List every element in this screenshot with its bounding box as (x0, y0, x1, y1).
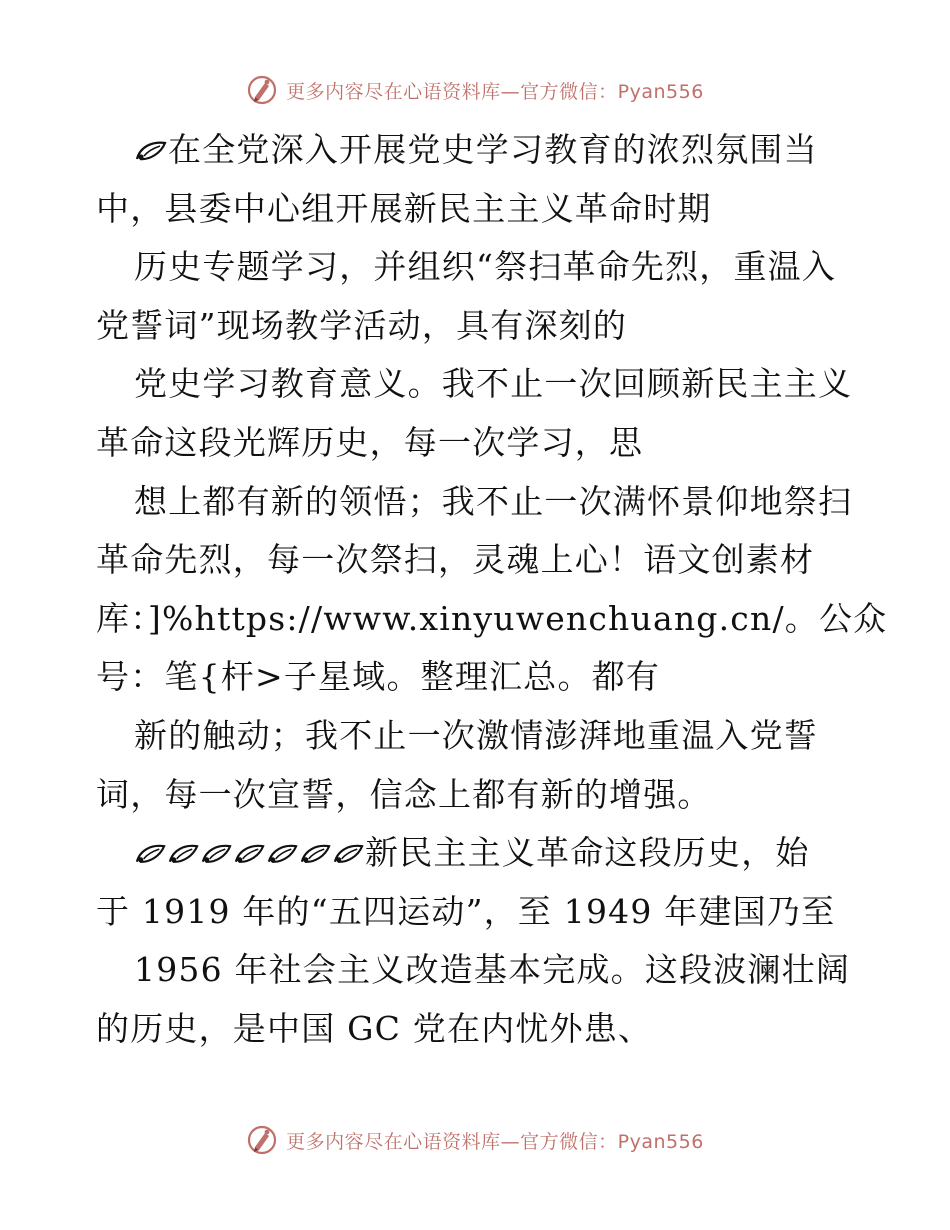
text-line (96, 121, 866, 180)
text-line: 新的触动；我不止一次激情澎湃地重温入党誓 (134, 715, 818, 755)
leaf-bullet-icon (299, 842, 332, 866)
text-line: 1956 年社会主义改造基本完成。这段波澜壮阔 (134, 950, 851, 990)
text-line: 革命这段光辉历史，每一次学习，思 (96, 422, 644, 462)
text-line: 于 1919 年的“五四运动”，至 1949 年建国乃至 (96, 891, 836, 931)
text-line: 党誓词”现场教学活动，具有深刻的 (96, 305, 628, 345)
text-line: 的历史，是中国 GC 党在内忧外患、 (96, 1008, 653, 1048)
text-line: 历史专题学习，并组织“祭扫革命先烈，重温入 (134, 247, 837, 287)
leaf-bullet-icon (134, 139, 168, 163)
leaf-bullet-icon (266, 842, 299, 866)
leaf-bullet-icon (332, 842, 365, 866)
text-line: 号：笔{杆>子星域。整理汇总。都有 (96, 657, 661, 697)
text-line: 想上都有新的领悟；我不止一次满怀景仰地祭扫 (134, 481, 853, 521)
text-line (96, 824, 866, 883)
text-line: 库：]%https://www.xinyuwenchuang.cn/。公众 (96, 598, 888, 638)
text-line-content: 新民主主义革命这段历史，始 (365, 833, 810, 873)
header-watermark (0, 70, 950, 110)
text-line: 党史学习教育意义。我不止一次回顾新民主主义 (134, 364, 853, 404)
pen-logo-icon (246, 1124, 278, 1156)
leaf-bullet-icon (134, 842, 167, 866)
document-body (96, 121, 888, 1059)
leaf-bullet-icon (167, 842, 200, 866)
watermark-text: 更多内容尽在心语资料库—官方微信：Pyan556 (286, 80, 704, 103)
footer-watermark (0, 1120, 950, 1160)
text-line-content: 在全党深入开展党史学习教育的浓烈氛围当 (168, 130, 818, 169)
text-line: 革命先烈，每一次祭扫，灵魂上心！语文创素材 (96, 540, 815, 580)
watermark-text: 更多内容尽在心语资料库—官方微信：Pyan556 (286, 1130, 704, 1153)
leaf-bullet-row (134, 833, 365, 872)
pen-logo-icon (246, 74, 278, 106)
leaf-bullet-icon (200, 842, 233, 866)
leaf-bullet-icon (233, 842, 266, 866)
text-line: 中，县委中心组开展新民主主义革命时期 (96, 188, 712, 228)
text-line: 词，每一次宣誓，信念上都有新的增强。 (96, 774, 712, 814)
